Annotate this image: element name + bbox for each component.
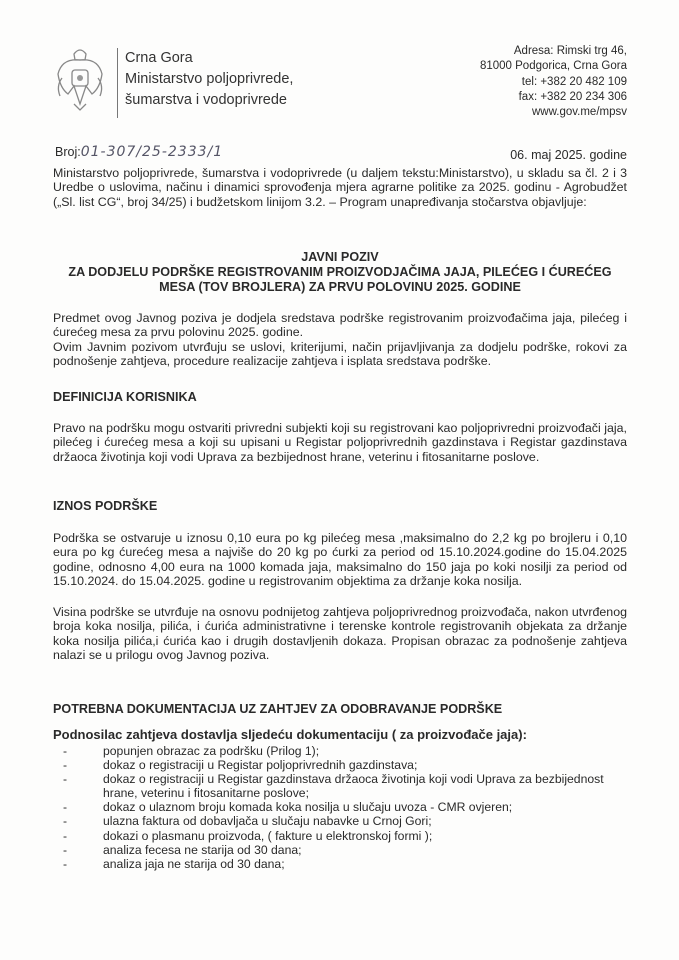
amount-paragraph-2: Visina podrške se utvrđuje na osnovu podnijetog zahtjeva poljoprivrednog proizvođača, nakon utvrđenog broja koka nosilja, pilića, i ćurića administrativne i terenske kontrole registrovanih objekata za držanje koka nosilja pilića,i ćurića kao i drugih dostavljenih dokaza. Propisan obrazac za podnošenje zahtjeva nalazi se u prilogu ovog Javnog poziva. [53,605,627,663]
organization-name [125,48,293,111]
list-item: - ulazna faktura od dobavljača u slučaju nabavke u Crnoj Gori; [53,814,633,828]
subject-text-2: Ovim Javnim pozivom utvrđuju se uslovi, kriterijumi, način prijavljivanja za dodjelu podrške, rokovi za podnošenje zahtjeva, procedure realizacije zahtjeva i isplata sredstava podrške. [53,339,627,369]
documentation-subheading: Podnosilac zahtjeva dostavlja sljedeću dokumentaciju ( za proizvođače jaja): [53,727,527,742]
coat-of-arms-logo [52,44,108,114]
address-line: 81000 Podgorica, Crna Gora [479,60,627,73]
contact-address [480,44,627,120]
country-name: Crna Gora [125,50,193,66]
intro-paragraph: Ministarstvo poljoprivrede, šumarstva i vodoprivrede (u daljem tekstu:Ministarstvo), u skladu sa čl. 2 i 3 Uredbe o uslovima, načinu i dinamici sprovođenja mjera agrarne politike za 2025. godinu - Agrobudžet („Sl. list CG“, broj 34/25) i budžetskom linijom 3.2. – Program unapređivanja stočarstva objavljuje: [53,166,627,209]
subject-paragraph [53,311,627,369]
header-divider [117,48,118,118]
list-item: - analiza jaja ne starija od 30 dana; [53,857,633,871]
list-item: - popunjen obrazac za podršku (Prilog 1); [53,744,633,758]
website: www.gov.me/mpsv [531,106,627,119]
amount-paragraph: Podrška se ostvaruje u iznosu 0,10 eura po kg pilećeg mesa ,maksimalno do 2,2 kg po brojleru i 0,10 eura po kg ćurećeg mesa a najviše do 20 kg po ćurki za period od 15.10.2024.godine do 15.04.2025 godine, odnosno 4,00 eura na 1000 komada jaja, maksimalno do 150 jaja po koki nosilji za period od 15.10.2024. do 15.04.2025. godine u registrovanim objektima za držanje koka nosilja. [53,531,627,589]
handwritten-number: 01-307/25-2333/1 [80,144,224,160]
document-title [53,250,627,295]
documentation-heading: POTREBNA DOKUMENTACIJA UZ ZAHTJEV ZA ODOBRAVANJE PODRŠKE [53,702,503,716]
subject-text: Predmet ovog Javnog poziva je dodjela sredstava podrške registrovanim proizvođačima jaja, pilećeg i ćurećeg mesa za prvu polovinu 2025. godine. [53,311,627,340]
document-date: 06. maj 2025. godine [510,148,627,162]
list-item: - dokaz o ulaznom broju komada koka nosilja u slučaju uvoza - CMR ovjeren; [53,800,633,814]
title-line: ZA DODJELU PODRŠKE REGISTROVANIM PROIZVODJAČIMA JAJA, PILEĆEG I ĆUREĆEG [68,265,612,279]
definition-paragraph: Pravo na podršku mogu ostvariti privredni subjekti koji su registrovani kao poljoprivredni proizvođači jaja, pilećeg i ćurećeg mesa a koji su upisani u Registar poljoprivrednih gazdinstava i Registar gazdinstava držaoca životinja koji vodi Uprava za bezbijednost hrane, veterinu i fitosanitarne poslove. [53,421,627,464]
fax: fax: +382 20 234 306 [518,90,627,103]
phone: tel: +382 20 482 109 [521,75,627,88]
list-item: - analiza fecesa ne starija od 30 dana; [53,843,633,857]
reference-number [55,144,223,160]
list-item: - dokazi o plasmanu proizvoda, ( fakture u elektronskoj formi ); [53,829,633,843]
amount-heading: IZNOS PODRŠKE [53,499,158,513]
ministry-name-line1: Ministarstvo poljoprivrede, [125,71,294,87]
documentation-list [53,744,633,871]
ministry-name-line2: šumarstva i vodoprivrede [125,92,287,108]
list-item: - dokaz o registraciji u Registar gazdinstava držaoca životinja koji vodi Uprava za bezbijednost hrane, veterinu i fitosanitarne poslove; [53,772,633,800]
reference-label: Broj: [55,145,81,159]
address-line: Adresa: Rimski trg 46, [513,45,627,57]
list-item: - dokaz o registraciji u Registar poljoprivrednih gazdinstava; [53,758,633,772]
definition-heading: DEFINICIJA KORISNIKA [53,390,197,404]
title-line: JAVNI POZIV [301,250,379,264]
title-line: MESA (TOV BROJLERA) ZA PRVU POLOVINU 2025. GODINE [159,280,521,294]
